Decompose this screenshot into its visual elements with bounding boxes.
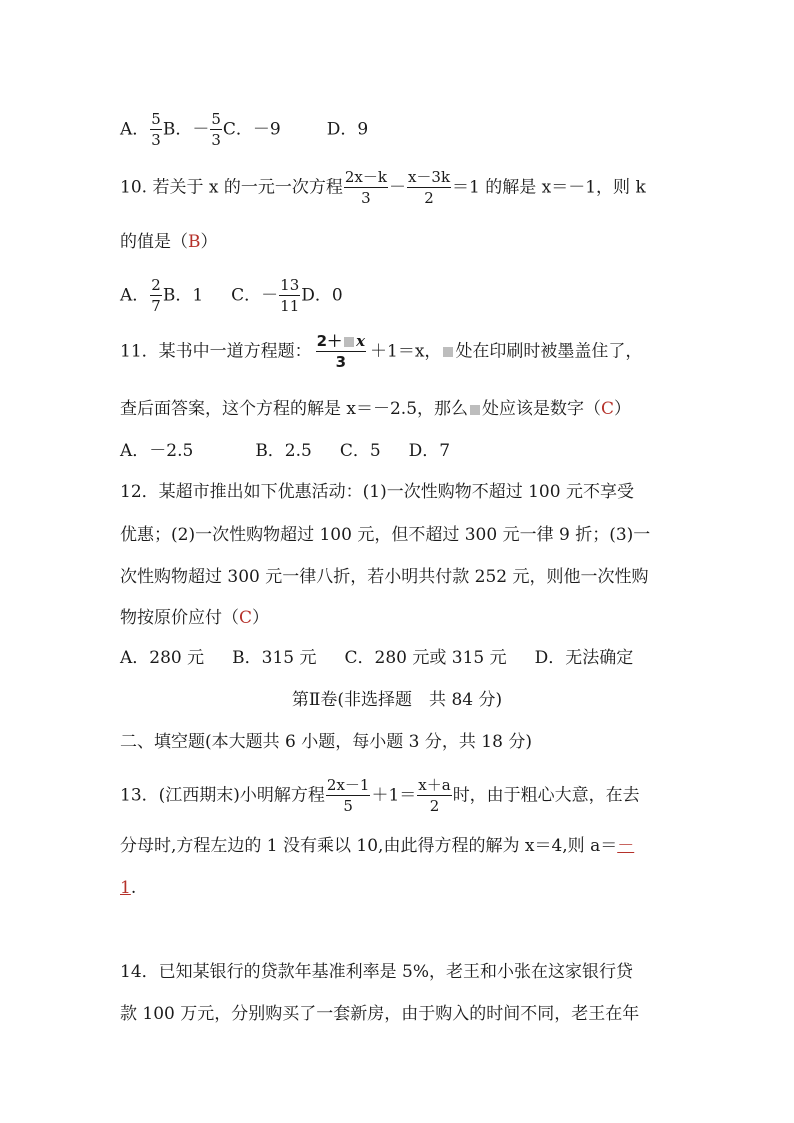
q10-option-d: D．0	[301, 285, 343, 306]
q10-option-a-fraction	[150, 278, 162, 314]
q13-mid: ＋1＝	[371, 785, 417, 806]
q12-option-b: B．315 元	[232, 648, 317, 668]
q12-line4-close: ）	[252, 608, 270, 628]
q14-stem-line1: 14．已知某银行的贷款年基准利率是 5%，老王和小张在这家银行贷	[120, 962, 634, 982]
fraction-denominator: 3	[151, 131, 161, 149]
fraction-denominator: 2	[424, 189, 434, 207]
q12-stem-line4	[120, 610, 269, 627]
q12-line4-text: 物按原价应付（	[120, 608, 239, 628]
fraction-denominator: 3	[335, 353, 347, 371]
q13-answer-part2: 1	[120, 878, 131, 898]
fraction-denominator: 3	[211, 131, 221, 149]
q11-answer: C	[601, 399, 615, 419]
fraction-denominator: 11	[280, 297, 300, 315]
q11-variable: x	[356, 332, 366, 350]
q10-minus: －	[388, 177, 406, 198]
fraction-numerator: 2x－k	[344, 168, 387, 186]
fraction-numerator: 13	[280, 276, 300, 294]
q9-option-a-fraction	[150, 112, 162, 148]
q13-fraction-2	[417, 778, 451, 814]
fraction-numerator: 5	[211, 110, 221, 128]
q10-answer: B	[188, 232, 201, 252]
q13-stem-line3	[120, 880, 136, 897]
q11-line2-a: 查后面答案，这个方程的解是 x＝－2.5，那么	[120, 399, 469, 419]
ink-blot-icon	[344, 337, 354, 347]
q9-option-b-fraction	[210, 112, 222, 148]
q10-options	[120, 278, 343, 314]
fraction-denominator: 2	[429, 797, 440, 815]
q13-line2-text: 分母时,方程左边的 1 没有乘以 10,由此得方程的解为 x＝4,则 a＝	[120, 836, 618, 856]
q11-option-a: A．－2.5	[120, 441, 194, 461]
fraction-numerator: 5	[151, 110, 161, 128]
fraction-numerator: x＋a	[418, 776, 451, 794]
fraction-denominator: 7	[151, 297, 161, 315]
q13-stem-line2	[120, 838, 634, 855]
q12-options	[120, 650, 633, 667]
q12-option-c: C．280 元或 315 元	[344, 648, 507, 668]
q14-stem-line2: 款 100 万元，分别购买了一套新房，由于购入的时间不同，老王在年	[120, 1004, 640, 1024]
q11-line2-b: 处应该是数字（	[482, 399, 602, 419]
q13-prefix: 13．(江西期末)小明解方程	[120, 785, 325, 806]
q12-option-d: D．无法确定	[534, 648, 634, 668]
q13-fraction-1	[326, 778, 371, 814]
fraction-denominator: 3	[361, 189, 371, 207]
q10-option-c-fraction	[279, 278, 300, 314]
ink-blot-icon	[443, 347, 453, 357]
q12-stem-line3: 次性购物超过 300 元一律八折，若小明共付款 252 元，则他一次性购	[120, 567, 649, 587]
q11-stem-line2	[120, 401, 631, 418]
q10-line2-close: ）	[200, 232, 218, 252]
q11-line2-close: ）	[614, 399, 632, 419]
q11-option-c: C．5	[339, 441, 381, 461]
q11-options	[120, 443, 450, 460]
fraction-numerator: 2x－1	[326, 776, 370, 794]
q11-fraction	[316, 334, 366, 370]
q11-numerator-text: 2＋	[316, 332, 343, 350]
q10-fraction-1	[344, 170, 388, 206]
q12-option-a: A．280 元	[120, 648, 205, 668]
ink-blot-icon	[470, 405, 480, 415]
q11-option-b: B．2.5	[255, 441, 312, 461]
q10-option-a-label: A．	[120, 285, 150, 306]
q9-options	[120, 112, 368, 148]
part-2-heading: 二、填空题(本大题共 6 小题，每小题 3 分，共 18 分)	[120, 732, 532, 752]
fraction-numerator: 2	[151, 276, 161, 294]
q10-prefix: 10. 若关于 x 的一元一次方程	[120, 177, 343, 198]
q10-option-b: B．1	[162, 285, 204, 306]
q10-fraction-2	[407, 170, 451, 206]
q12-stem-line2: 优惠；(2)一次性购物超过 100 元，但不超过 300 元一律 9 折；(3)一	[120, 525, 651, 545]
q11-prefix: 11．某书中一道方程题：	[120, 341, 312, 362]
q13-suffix: 时，由于粗心大意，在去	[452, 785, 640, 806]
q10-line2-text: 的值是（	[120, 232, 188, 252]
q10-suffix: ＝1 的解是 x＝－1，则 k	[452, 177, 646, 198]
q10-stem-line2	[120, 234, 218, 251]
q10-option-c-label: C．－	[231, 285, 279, 306]
q9-option-c: C．－9	[222, 119, 281, 140]
q9-option-d: D．9	[326, 119, 369, 140]
q9-option-a-label: A．	[120, 119, 150, 140]
q9-option-b-label: B．－	[162, 119, 210, 140]
q13-line3-end: .	[130, 878, 137, 898]
q11-after-fraction: ＋1＝x，	[370, 341, 442, 362]
q11-stem-line1	[120, 334, 642, 370]
q13-stem-line1	[120, 778, 640, 814]
q13-answer-part1: －	[617, 836, 635, 856]
fraction-numerator: x－3k	[407, 168, 451, 186]
q12-answer: C	[239, 608, 253, 628]
section-2-title: 第Ⅱ卷(非选择题 共 84 分)	[291, 690, 503, 710]
q12-stem-line1: 12．某超市推出如下优惠活动：(1)一次性购物不超过 100 元不享受	[120, 482, 634, 502]
q11-option-d: D．7	[408, 441, 451, 461]
fraction-denominator: 5	[343, 797, 353, 815]
q10-stem-line1	[120, 170, 646, 206]
q11-after-ink: 处在印刷时被墨盖住了，	[455, 341, 643, 362]
fraction-numerator	[316, 334, 366, 352]
